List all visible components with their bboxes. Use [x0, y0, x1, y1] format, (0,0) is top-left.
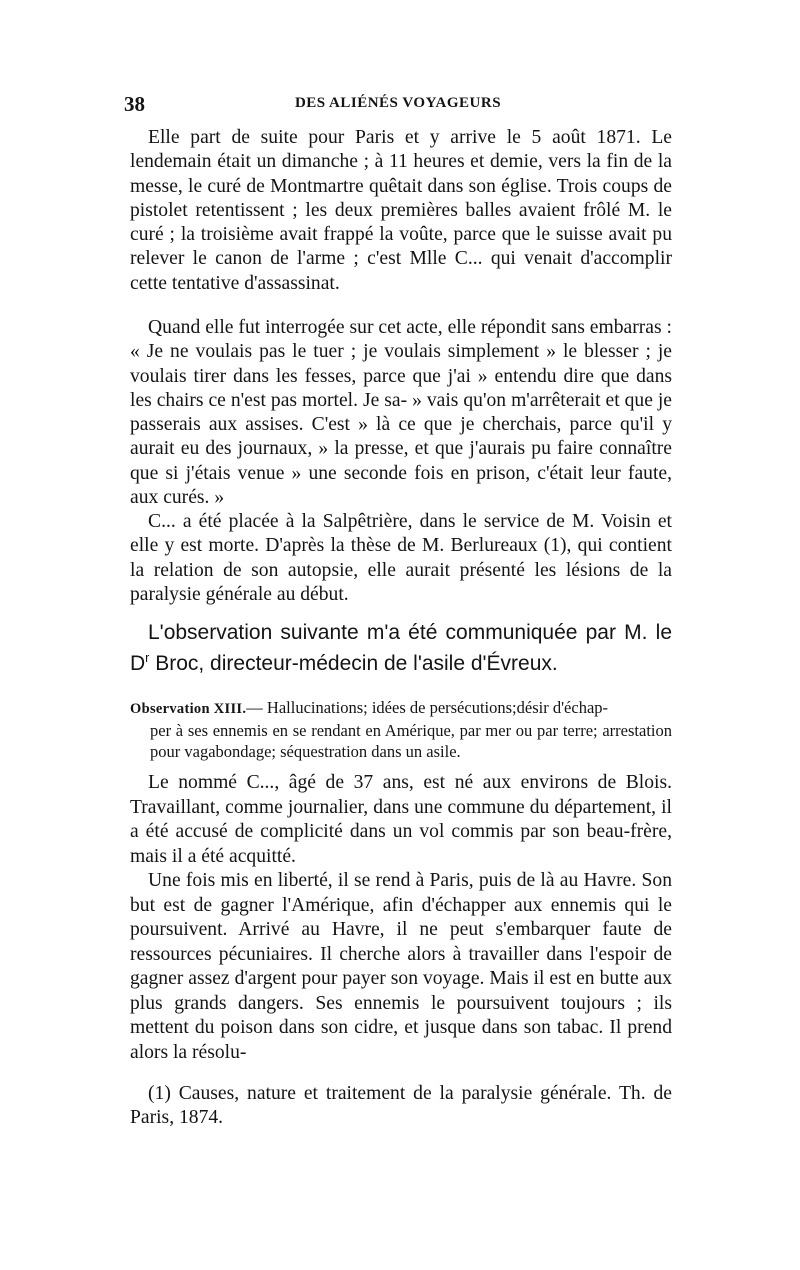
observation-heading-first-line	[130, 697, 672, 720]
observation-heading	[130, 697, 672, 762]
body-text-section-1	[130, 126, 672, 296]
observation-label: Observation XIII.	[130, 701, 247, 717]
paragraph-interrogation: Quand elle fut interrogée sur cet acte, elle répondit sans embarras : « Je ne voulais pas le tuer ; je voulais simplement » le blesser ; je voulais tirer dans les fesses, parce que j'ai » entendu dire que dans les chairs ce n'est pas mortel. Je sa- » vais qu'on m'arrêterait et que je passerais aux assises. C'est » là ce que je cherchais, parce qu'il y aurait eu des journaux, » la presse, et que j'aurais pu faire connaître que si j'étais venue » une seconde fois en prison, c'était leur faute, aux curés. »	[130, 317, 672, 509]
intro-text-end: Broc, directeur-médecin de l'asile d'Évreux.	[149, 652, 558, 675]
footnote-text: (1) Causes, nature et traitement de la paralysie générale. Th. de Paris, 1874.	[130, 1083, 672, 1128]
paragraph-case-intro: Le nommé C..., âgé de 37 ans, est né aux environs de Blois. Travaillant, comme journalier, dans une commune du département, il a été accusé de complicité dans un vol commis par son beau-frère, mais il a été acquitté.	[130, 772, 672, 867]
intro-text-start: L'observation suivante m'a été communiquée par M. le D	[130, 621, 672, 675]
body-text-section-3	[130, 510, 672, 607]
body-text-section-2	[130, 316, 672, 510]
intro-superscript: r	[145, 651, 150, 665]
observation-intro	[130, 617, 672, 679]
paragraph-autopsy: C... a été placée à la Salpêtrière, dans le service de M. Voisin et elle y est morte. D'après la thèse de M. Berlureaux (1), qui contient la relation de son autopsie, elle aurait présenté les lésions de la paralysie générale au début.	[130, 511, 672, 605]
footnote	[130, 1082, 672, 1130]
observation-summary-rest: per à ses ennemis en se rendant en Amérique, par mer ou par terre; arrestation pour vagabondage; séquestration dans un asile.	[150, 721, 672, 761]
page-number: 38	[124, 92, 145, 116]
paragraph-case-havre: Une fois mis en liberté, il se rend à Paris, puis de là au Havre. Son but est de gagner l'Amérique, afin d'échapper aux ennemis qui le poursuivent. Arrivé au Havre, il ne peut s'embarquer faute de ressources pécuniaires. Il cherche alors à travailler dans l'espoir de gagner assez d'argent pour payer son voyage. Mais il est en butte aux plus grands dangers. Ses ennemis le poursuivent toujours ; ils mettent du poison dans son cidre, et jusque dans son tabac. Il prend alors la résolu-	[130, 870, 672, 1063]
running-head: DES ALIÉNÉS VOYAGEURS	[294, 95, 502, 111]
paragraph-arrival: Elle part de suite pour Paris et y arrive le 5 août 1871. Le lendemain était un dimanche ; à 11 heures et demie, vers la fin de la messe, le curé de Montmartre quêtait dans son église. Trois coups de pistolet retentissent ; les deux premières balles avaient frôlé M. le curé ; la troisième avait frappé la voûte, parce que le suisse avait pu relever le canon de l'arme ; c'est Mlle C... qui venait d'accomplir cette tentative d'assassinat.	[130, 127, 672, 294]
page-header	[124, 92, 672, 118]
observation-summary-start: — Hallucinations; idées de persécutions;désir d'échap-	[246, 698, 609, 717]
observation-intro-text	[130, 617, 672, 679]
case-text	[130, 771, 672, 1065]
